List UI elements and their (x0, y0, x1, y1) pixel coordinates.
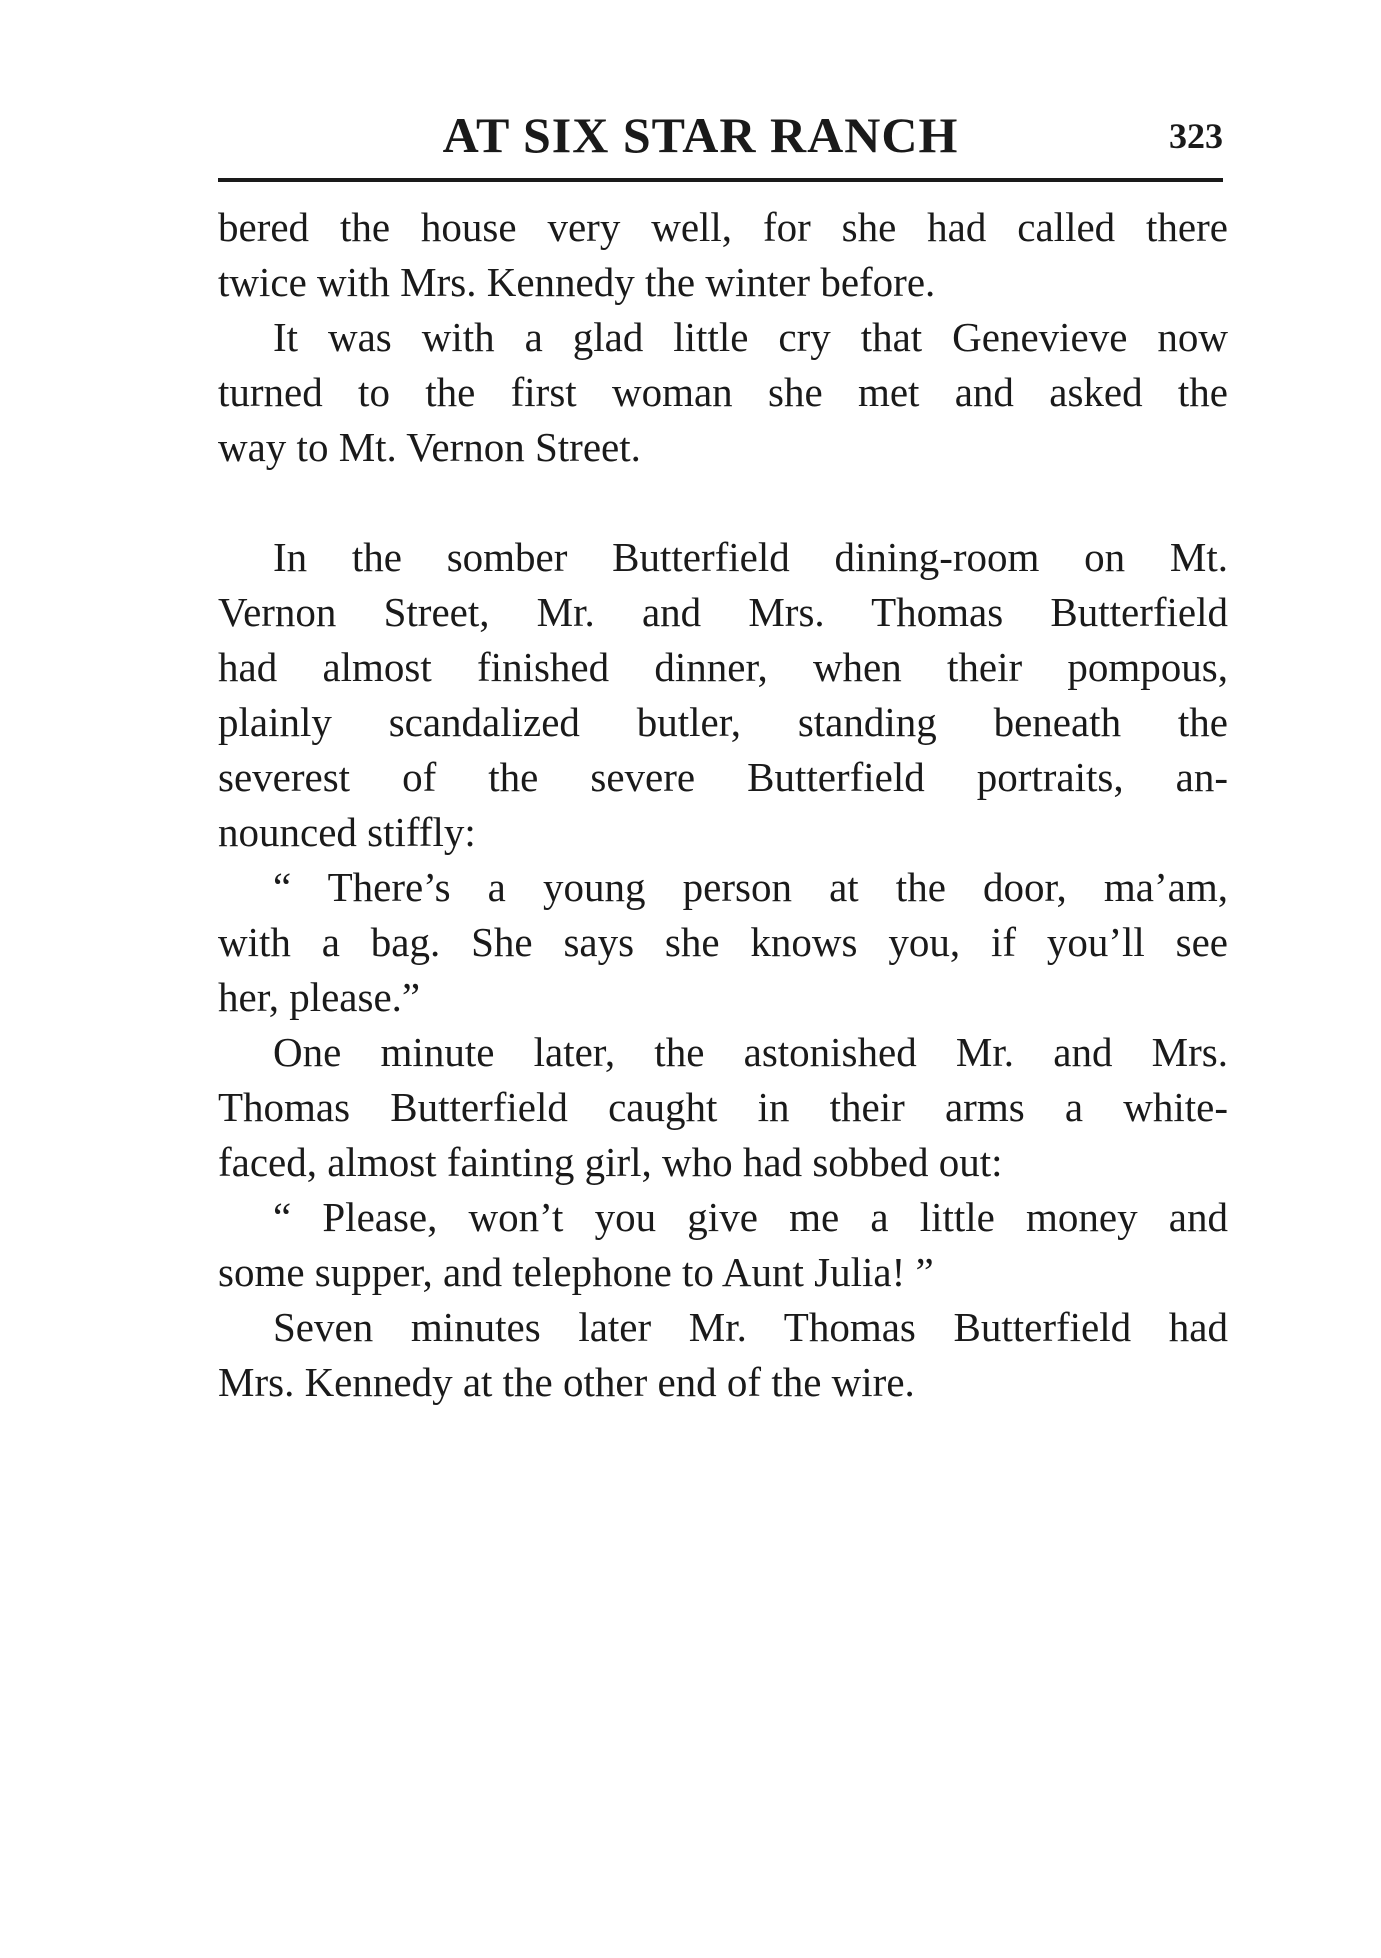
text-line: bered the house very well, for she had called there (218, 204, 1228, 250)
paragraph-7 (218, 1300, 1228, 1410)
text-line: had almost finished dinner, when their pompous, (218, 644, 1228, 690)
paragraph-6 (218, 1190, 1228, 1300)
text-line: Vernon Street, Mr. and Mrs. Thomas Butterfield (218, 589, 1228, 635)
text-line: her, please.” (218, 974, 421, 1020)
paragraph-4 (218, 860, 1228, 1025)
text-line: with a bag. She says she knows you, if you’ll see (218, 919, 1228, 965)
paragraph-1 (218, 200, 1228, 310)
text-line: “ Please, won’t you give me a little money and (273, 1194, 1228, 1240)
running-title: AT SIX STAR RANCH (442, 107, 959, 163)
text-line: It was with a glad little cry that Genevieve now (273, 314, 1228, 360)
text-line: turned to the first woman she met and asked the (218, 369, 1228, 415)
text-line: severest of the severe Butterfield portraits, an- (218, 754, 1228, 800)
text-line: Thomas Butterfield caught in their arms a white- (218, 1084, 1228, 1130)
header-rule (218, 178, 1223, 182)
text-line: Mrs. Kennedy at the other end of the wire. (218, 1359, 915, 1405)
running-head (218, 100, 1223, 170)
section-break (218, 475, 1228, 530)
page-number: 323 (1169, 116, 1223, 156)
paragraph-3 (218, 530, 1228, 860)
text-line: nounced stiffly: (218, 809, 476, 855)
text-line: In the somber Butterfield dining-room on Mt. (273, 534, 1228, 580)
text-line: Seven minutes later Mr. Thomas Butterfield had (273, 1304, 1228, 1350)
paragraph-2 (218, 310, 1228, 475)
text-line: faced, almost fainting girl, who had sobbed out: (218, 1139, 1003, 1185)
text-line: twice with Mrs. Kennedy the winter before. (218, 259, 936, 305)
text-line: “ There’s a young person at the door, ma’am, (273, 864, 1228, 910)
text-line: plainly scandalized butler, standing beneath the (218, 699, 1228, 745)
text-line: way to Mt. Vernon Street. (218, 424, 641, 470)
text-line: One minute later, the astonished Mr. and Mrs. (273, 1029, 1228, 1075)
paragraph-5 (218, 1025, 1228, 1190)
body-text (218, 200, 1228, 1410)
text-line: some supper, and telephone to Aunt Julia! ” (218, 1249, 934, 1295)
